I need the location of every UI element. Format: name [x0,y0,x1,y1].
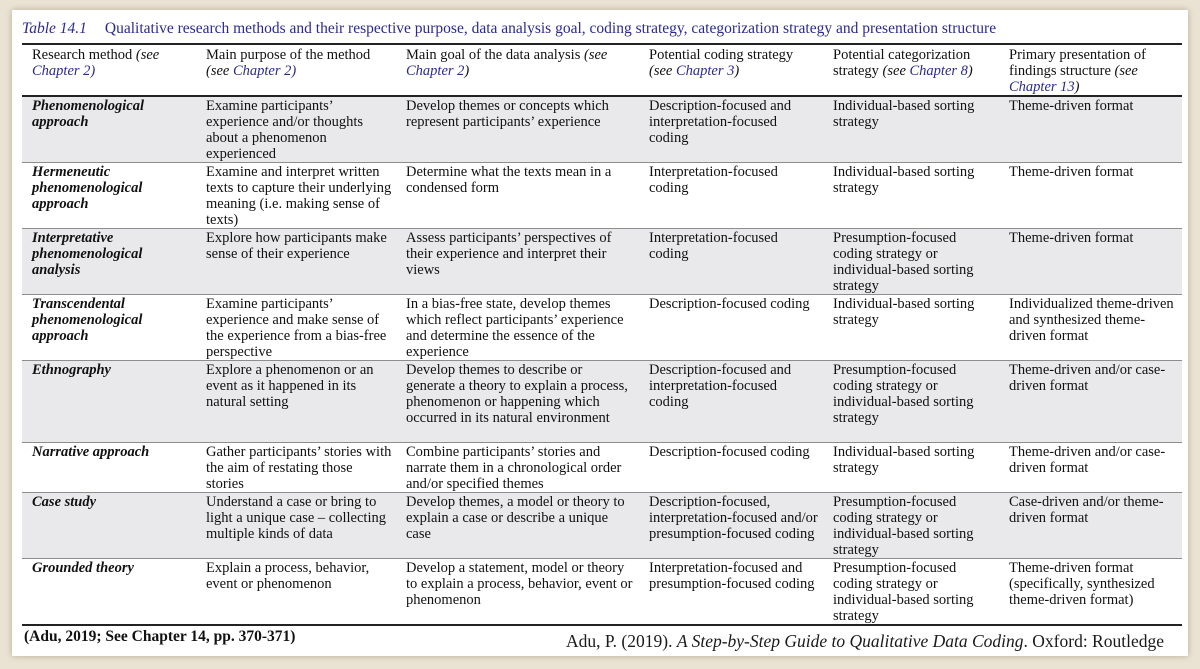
cell-coding: Description-focused coding [649,444,810,460]
cell-coding: Description-focused and interpretation-focused coding [649,98,792,146]
cell-categorization: Individual-based sorting strategy [833,444,975,476]
column-header [22,45,196,96]
table-row [22,443,1182,493]
cell-goal: Determine what the texts mean in a condensed form [406,164,612,196]
column-header [999,45,1182,96]
cell-purpose: Examine and interpret written texts to capture their underlying meaning (i.e. making sense of texts) [206,164,392,228]
column-header-label: Potential categorization strategy [833,47,971,79]
cell-categorization: Presumption-focused coding strategy or individual-based sorting strategy [833,362,974,426]
cell-method: Narrative approach [32,444,150,460]
column-header-label: Primary presentation of findings structure [1009,47,1146,79]
column-header-label: Main purpose of the method [206,47,371,63]
table-row [22,493,1182,559]
cell-presentation: Theme-driven format [1009,230,1134,246]
column-header-label: Main goal of the data analysis [406,47,581,63]
cell-coding: Interpretation-focused coding [649,164,778,196]
table-caption [22,20,1182,38]
column-header-citation: (see Chapter 2) [206,63,297,79]
cell-goal: Develop themes, a model or theory to explain a case or describe a unique case [406,494,625,542]
table-body [22,96,1182,625]
cell-goal: Develop themes to describe or generate a theory to explain a process, phenomenon or happening which occurred in its natural environment [406,362,628,426]
cell-presentation: Individualized theme-driven and synthesized theme-driven format [1009,296,1174,344]
cell-goal: Combine participants’ stories and narrate them in a chronological order and/or specified themes [406,444,622,492]
column-header-label: Research method [32,47,133,63]
table-row [22,96,1182,163]
cell-method: Interpretative phenomenological analysis [32,230,143,278]
column-header-label: Potential coding strategy [649,47,794,63]
cell-method: Phenomenological approach [32,98,144,130]
table-row [22,229,1182,295]
column-header-citation: (see Chapter 13) [1009,63,1138,95]
cell-categorization: Individual-based sorting strategy [833,98,975,130]
table-row [22,295,1182,361]
book-reference [566,631,1164,652]
cell-goal: In a bias-free state, develop themes which reflect participants’ experience and determine the essence of the experience [406,296,624,360]
cell-method: Grounded theory [32,560,134,576]
methods-table [22,45,1182,626]
cell-goal: Develop a statement, model or theory to explain a process, behavior, event or phenomenon [406,560,633,608]
cell-goal: Develop themes or concepts which represent participants’ experience [406,98,609,130]
chapter-link[interactable]: Chapter 2) [32,63,96,79]
cell-presentation: Theme-driven and/or case-driven format [1009,362,1166,394]
reference-book-title: A Step-by-Step Guide to Qualitative Data Coding [676,631,1024,651]
chapter-link[interactable]: Chapter 3 [675,63,735,79]
cell-presentation: Theme-driven and/or case-driven format [1009,444,1166,476]
cell-categorization: Presumption-focused coding strategy or individual-based sorting strategy [833,230,974,294]
column-header [639,45,823,96]
cell-presentation: Theme-driven format (specifically, synthesized theme-driven format) [1009,560,1155,608]
cell-categorization: Presumption-focused coding strategy or individual-based sorting strategy [833,494,974,558]
table-title: Qualitative research methods and their respective purpose, data analysis goal, coding strategy, categorization strategy and presentation structure [104,20,997,37]
cell-method: Ethnography [32,362,111,378]
cell-method: Transcendental phenomenological approach [32,296,143,344]
cell-coding: Description-focused and interpretation-focused coding [649,362,792,410]
cell-coding: Interpretation-focused and presumption-focused coding [649,560,815,592]
cell-purpose: Explore how participants make sense of their experience [206,230,387,262]
table-row [22,559,1182,626]
cell-presentation: Theme-driven format [1009,164,1134,180]
column-header-citation: (see Chapter 8) [882,63,973,79]
cell-coding: Description-focused, interpretation-focused and/or presumption-focused coding [649,494,818,542]
cell-purpose: Explain a process, behavior, event or phenomenon [206,560,370,592]
cell-categorization: Individual-based sorting strategy [833,164,975,196]
citation-note: (Adu, 2019; See Chapter 14, pp. 370-371) [24,628,296,645]
column-header [396,45,639,96]
reference-publisher: . Oxford: Routledge [1023,631,1164,651]
cell-purpose: Understand a case or bring to light a unique case – collecting multiple kinds of data [206,494,386,542]
cell-method: Hermeneutic phenomenological approach [32,164,143,212]
cell-method: Case study [32,494,97,510]
cell-presentation: Case-driven and/or theme-driven format [1009,494,1164,526]
table-row [22,361,1182,443]
cell-presentation: Theme-driven format [1009,98,1134,114]
column-header-citation: (see Chapter 2) [406,47,608,79]
cell-categorization: Individual-based sorting strategy [833,296,975,328]
reference-author: Adu, P. (2019). [565,631,673,651]
cell-coding: Interpretation-focused coding [649,230,778,262]
chapter-link[interactable]: Chapter 2 [406,63,465,79]
column-header-citation: (see Chapter 3) [649,63,740,79]
column-header [196,45,396,96]
cell-purpose: Gather participants’ stories with the aim of restating those stories [206,444,392,492]
chapter-link[interactable]: Chapter 2) [232,63,297,79]
cell-goal: Assess participants’ perspectives of their experience and interpret their views [406,230,612,278]
table-row [22,163,1182,229]
cell-purpose: Explore a phenomenon or an event as it happened in its natural setting [206,362,374,410]
chapter-link[interactable]: Chapter 13 [1009,79,1075,95]
chapter-link[interactable]: Chapter 8 [909,63,968,79]
cell-purpose: Examine participants’ experience and make sense of the experience from a bias-free perspective [206,296,387,360]
table-number: Table 14.1 [22,20,87,37]
cell-purpose: Examine participants’ experience and/or thoughts about a phenomenon experienced [206,98,364,162]
column-header-citation: (see Chapter 2) [32,47,160,79]
cell-coding: Description-focused coding [649,296,810,312]
table-header-row [22,45,1182,96]
column-header [823,45,999,96]
cell-categorization: Presumption-focused coding strategy or individual-based sorting strategy [833,560,974,624]
